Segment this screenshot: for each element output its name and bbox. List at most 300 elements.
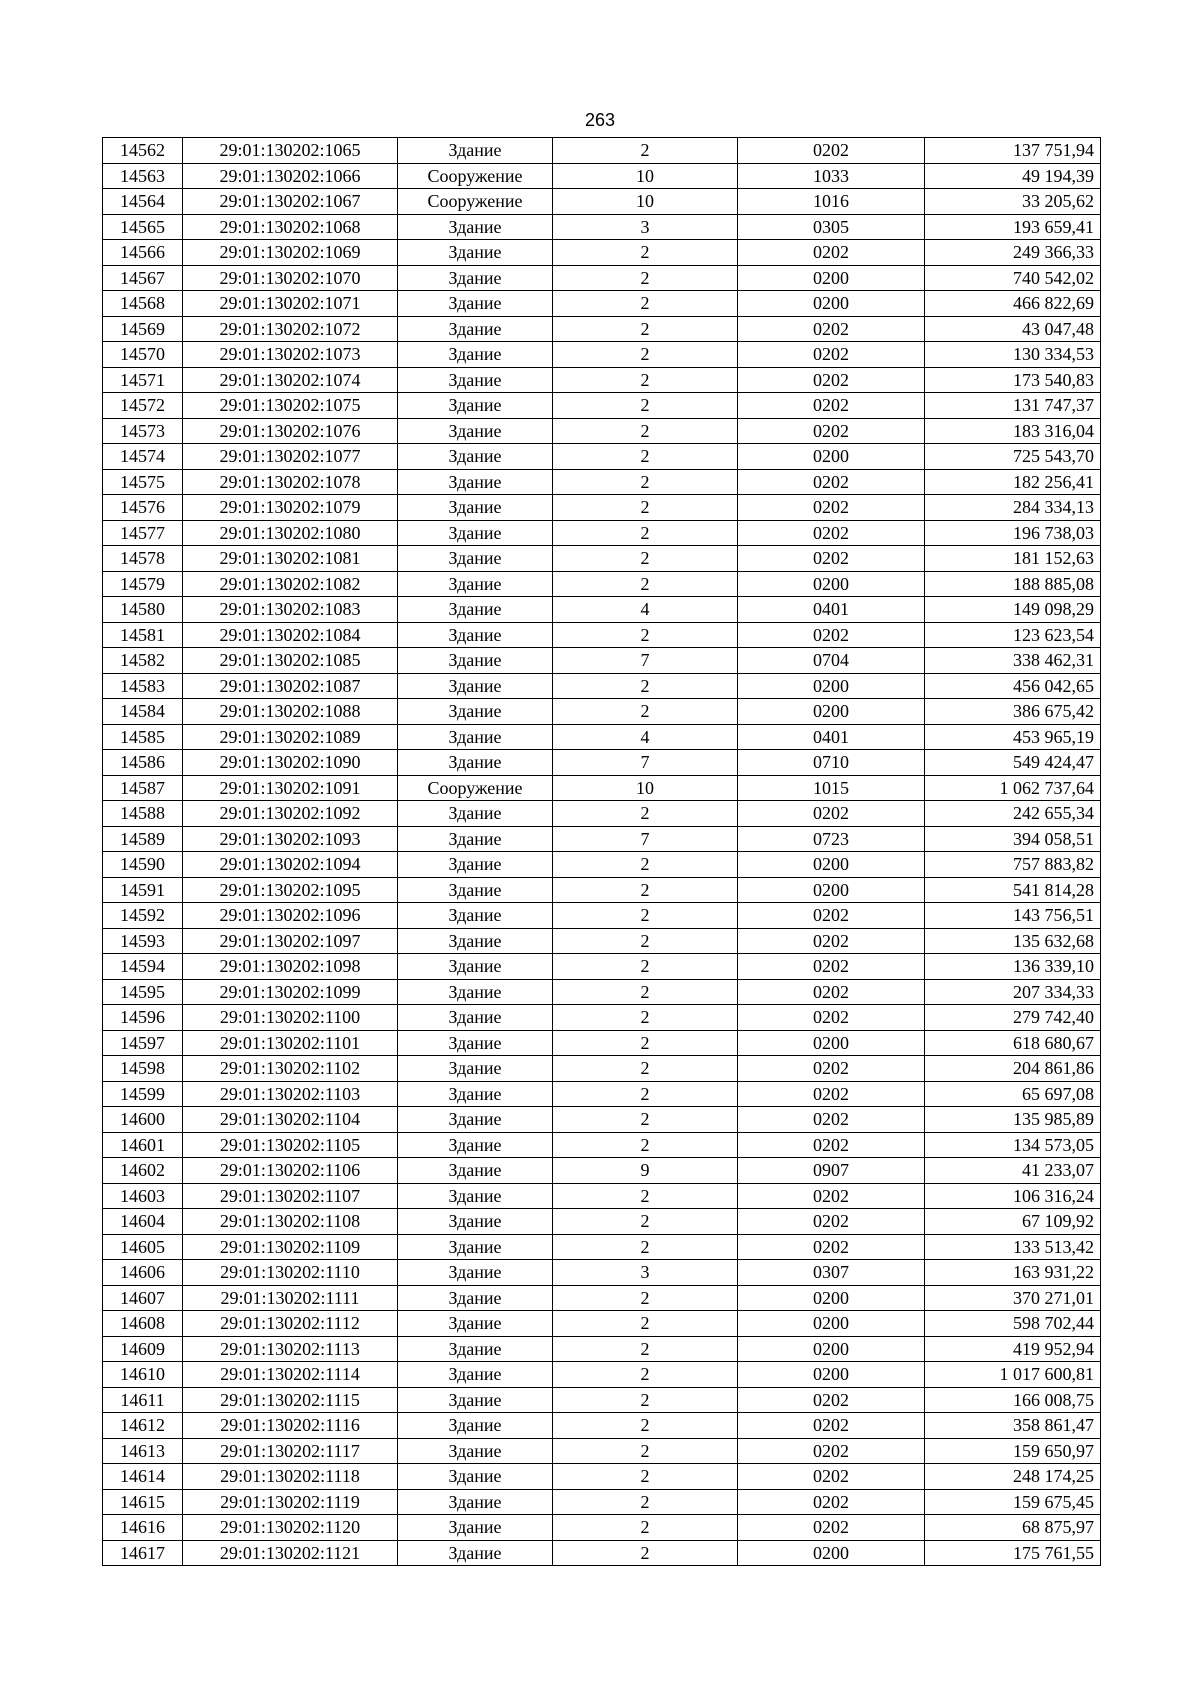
- group-cell: 2: [553, 928, 738, 954]
- subgroup-code-cell: 1016: [738, 189, 925, 215]
- subgroup-code-cell: 0202: [738, 367, 925, 393]
- subgroup-code-cell: 0305: [738, 214, 925, 240]
- cadastral-value-cell: 248 174,25: [925, 1464, 1101, 1490]
- cadastral-value-cell: 123 623,54: [925, 622, 1101, 648]
- cadastral-value-cell: 453 965,19: [925, 724, 1101, 750]
- object-type-cell: Здание: [398, 928, 553, 954]
- group-cell: 2: [553, 1413, 738, 1439]
- group-cell: 2: [553, 954, 738, 980]
- group-cell: 2: [553, 1438, 738, 1464]
- cadastral-number-cell: 29:01:130202:1083: [183, 597, 398, 623]
- subgroup-code-cell: 0202: [738, 1387, 925, 1413]
- object-type-cell: Здание: [398, 1158, 553, 1184]
- row-number-cell: 14572: [103, 393, 183, 419]
- cadastral-value-cell: 135 985,89: [925, 1107, 1101, 1133]
- subgroup-code-cell: 0202: [738, 979, 925, 1005]
- cadastral-value-cell: 106 316,24: [925, 1183, 1101, 1209]
- object-type-cell: Здание: [398, 444, 553, 470]
- group-cell: 2: [553, 1056, 738, 1082]
- table-row: [103, 1056, 1101, 1082]
- table-row: [103, 801, 1101, 827]
- subgroup-code-cell: 0202: [738, 1107, 925, 1133]
- subgroup-code-cell: 0202: [738, 546, 925, 572]
- row-number-cell: 14597: [103, 1030, 183, 1056]
- subgroup-code-cell: 0202: [738, 495, 925, 521]
- object-type-cell: Здание: [398, 1489, 553, 1515]
- table-body: [103, 138, 1101, 1566]
- table-row: [103, 546, 1101, 572]
- object-type-cell: Здание: [398, 1234, 553, 1260]
- row-number-cell: 14613: [103, 1438, 183, 1464]
- subgroup-code-cell: 0200: [738, 673, 925, 699]
- row-number-cell: 14578: [103, 546, 183, 572]
- group-cell: 2: [553, 520, 738, 546]
- cadastral-number-cell: 29:01:130202:1073: [183, 342, 398, 368]
- cadastral-number-cell: 29:01:130202:1096: [183, 903, 398, 929]
- table-row: [103, 877, 1101, 903]
- object-type-cell: Здание: [398, 520, 553, 546]
- cadastral-number-cell: 29:01:130202:1107: [183, 1183, 398, 1209]
- cadastral-number-cell: 29:01:130202:1093: [183, 826, 398, 852]
- cadastral-value-cell: 358 861,47: [925, 1413, 1101, 1439]
- row-number-cell: 14583: [103, 673, 183, 699]
- table-row: [103, 444, 1101, 470]
- subgroup-code-cell: 0202: [738, 342, 925, 368]
- group-cell: 2: [553, 622, 738, 648]
- object-type-cell: Здание: [398, 240, 553, 266]
- row-number-cell: 14603: [103, 1183, 183, 1209]
- cadastral-number-cell: 29:01:130202:1090: [183, 750, 398, 776]
- row-number-cell: 14614: [103, 1464, 183, 1490]
- group-cell: 2: [553, 1362, 738, 1388]
- object-type-cell: Сооружение: [398, 189, 553, 215]
- row-number-cell: 14580: [103, 597, 183, 623]
- cadastral-number-cell: 29:01:130202:1117: [183, 1438, 398, 1464]
- row-number-cell: 14609: [103, 1336, 183, 1362]
- cadastral-number-cell: 29:01:130202:1106: [183, 1158, 398, 1184]
- group-cell: 2: [553, 546, 738, 572]
- cadastral-value-cell: 67 109,92: [925, 1209, 1101, 1235]
- group-cell: 2: [553, 1132, 738, 1158]
- subgroup-code-cell: 0200: [738, 1540, 925, 1566]
- row-number-cell: 14562: [103, 138, 183, 164]
- row-number-cell: 14600: [103, 1107, 183, 1133]
- table-row: [103, 393, 1101, 419]
- subgroup-code-cell: 0202: [738, 1234, 925, 1260]
- subgroup-code-cell: 0202: [738, 801, 925, 827]
- cadastral-value-cell: 41 233,07: [925, 1158, 1101, 1184]
- table-row: [103, 367, 1101, 393]
- table-row: [103, 673, 1101, 699]
- group-cell: 2: [553, 1489, 738, 1515]
- object-type-cell: Здание: [398, 418, 553, 444]
- table-row: [103, 1285, 1101, 1311]
- cadastral-value-cell: 541 814,28: [925, 877, 1101, 903]
- group-cell: 2: [553, 1234, 738, 1260]
- object-type-cell: Здание: [398, 393, 553, 419]
- object-type-cell: Здание: [398, 265, 553, 291]
- cadastral-number-cell: 29:01:130202:1070: [183, 265, 398, 291]
- subgroup-code-cell: 0907: [738, 1158, 925, 1184]
- subgroup-code-cell: 0202: [738, 418, 925, 444]
- group-cell: 7: [553, 648, 738, 674]
- cadastral-number-cell: 29:01:130202:1079: [183, 495, 398, 521]
- subgroup-code-cell: 0200: [738, 265, 925, 291]
- group-cell: 2: [553, 1285, 738, 1311]
- row-number-cell: 14590: [103, 852, 183, 878]
- group-cell: 2: [553, 265, 738, 291]
- row-number-cell: 14612: [103, 1413, 183, 1439]
- group-cell: 2: [553, 367, 738, 393]
- cadastral-number-cell: 29:01:130202:1077: [183, 444, 398, 470]
- row-number-cell: 14571: [103, 367, 183, 393]
- cadastral-value-cell: 284 334,13: [925, 495, 1101, 521]
- cadastral-number-cell: 29:01:130202:1115: [183, 1387, 398, 1413]
- row-number-cell: 14568: [103, 291, 183, 317]
- group-cell: 2: [553, 877, 738, 903]
- subgroup-code-cell: 0202: [738, 520, 925, 546]
- cadastral-value-cell: 740 542,02: [925, 265, 1101, 291]
- cadastral-value-cell: 1 017 600,81: [925, 1362, 1101, 1388]
- cadastral-number-cell: 29:01:130202:1112: [183, 1311, 398, 1337]
- subgroup-code-cell: 0307: [738, 1260, 925, 1286]
- object-type-cell: Здание: [398, 1413, 553, 1439]
- cadastral-value-cell: 137 751,94: [925, 138, 1101, 164]
- row-number-cell: 14602: [103, 1158, 183, 1184]
- table-row: [103, 1311, 1101, 1337]
- cadastral-value-cell: 183 316,04: [925, 418, 1101, 444]
- cadastral-value-cell: 65 697,08: [925, 1081, 1101, 1107]
- cadastral-number-cell: 29:01:130202:1065: [183, 138, 398, 164]
- subgroup-code-cell: 0202: [738, 240, 925, 266]
- cadastral-value-cell: 386 675,42: [925, 699, 1101, 725]
- row-number-cell: 14573: [103, 418, 183, 444]
- group-cell: 2: [553, 291, 738, 317]
- table-row: [103, 1234, 1101, 1260]
- cadastral-number-cell: 29:01:130202:1081: [183, 546, 398, 572]
- row-number-cell: 14582: [103, 648, 183, 674]
- row-number-cell: 14591: [103, 877, 183, 903]
- table-row: [103, 138, 1101, 164]
- row-number-cell: 14610: [103, 1362, 183, 1388]
- cadastral-value-table: [102, 137, 1101, 1566]
- cadastral-value-cell: 181 152,63: [925, 546, 1101, 572]
- table-row: [103, 1387, 1101, 1413]
- cadastral-number-cell: 29:01:130202:1101: [183, 1030, 398, 1056]
- row-number-cell: 14596: [103, 1005, 183, 1031]
- row-number-cell: 14617: [103, 1540, 183, 1566]
- object-type-cell: Здание: [398, 571, 553, 597]
- row-number-cell: 14608: [103, 1311, 183, 1337]
- table-row: [103, 240, 1101, 266]
- row-number-cell: 14584: [103, 699, 183, 725]
- object-type-cell: Здание: [398, 1005, 553, 1031]
- group-cell: 2: [553, 1464, 738, 1490]
- row-number-cell: 14586: [103, 750, 183, 776]
- cadastral-value-cell: 166 008,75: [925, 1387, 1101, 1413]
- row-number-cell: 14576: [103, 495, 183, 521]
- cadastral-value-cell: 466 822,69: [925, 291, 1101, 317]
- cadastral-number-cell: 29:01:130202:1094: [183, 852, 398, 878]
- group-cell: 2: [553, 444, 738, 470]
- row-number-cell: 14587: [103, 775, 183, 801]
- cadastral-value-cell: 163 931,22: [925, 1260, 1101, 1286]
- subgroup-code-cell: 0202: [738, 903, 925, 929]
- cadastral-number-cell: 29:01:130202:1120: [183, 1515, 398, 1541]
- row-number-cell: 14606: [103, 1260, 183, 1286]
- object-type-cell: Здание: [398, 954, 553, 980]
- group-cell: 2: [553, 393, 738, 419]
- group-cell: 10: [553, 189, 738, 215]
- subgroup-code-cell: 0202: [738, 622, 925, 648]
- cadastral-value-cell: 159 650,97: [925, 1438, 1101, 1464]
- group-cell: 3: [553, 214, 738, 240]
- cadastral-value-cell: 175 761,55: [925, 1540, 1101, 1566]
- object-type-cell: Здание: [398, 367, 553, 393]
- cadastral-number-cell: 29:01:130202:1095: [183, 877, 398, 903]
- cadastral-value-cell: 1 062 737,64: [925, 775, 1101, 801]
- cadastral-value-cell: 249 366,33: [925, 240, 1101, 266]
- group-cell: 2: [553, 1107, 738, 1133]
- page-number: 263: [584, 110, 616, 130]
- cadastral-value-cell: 757 883,82: [925, 852, 1101, 878]
- cadastral-value-cell: 370 271,01: [925, 1285, 1101, 1311]
- table-row: [103, 189, 1101, 215]
- table-row: [103, 1540, 1101, 1566]
- object-type-cell: Здание: [398, 1362, 553, 1388]
- subgroup-code-cell: 0202: [738, 393, 925, 419]
- object-type-cell: Здание: [398, 699, 553, 725]
- row-number-cell: 14601: [103, 1132, 183, 1158]
- cadastral-number-cell: 29:01:130202:1109: [183, 1234, 398, 1260]
- group-cell: 2: [553, 1311, 738, 1337]
- cadastral-number-cell: 29:01:130202:1111: [183, 1285, 398, 1311]
- object-type-cell: Здание: [398, 826, 553, 852]
- cadastral-value-cell: 188 885,08: [925, 571, 1101, 597]
- table-row: [103, 1158, 1101, 1184]
- subgroup-code-cell: 0200: [738, 1362, 925, 1388]
- object-type-cell: Здание: [398, 877, 553, 903]
- row-number-cell: 14589: [103, 826, 183, 852]
- cadastral-number-cell: 29:01:130202:1092: [183, 801, 398, 827]
- group-cell: 2: [553, 1387, 738, 1413]
- group-cell: 7: [553, 750, 738, 776]
- cadastral-number-cell: 29:01:130202:1089: [183, 724, 398, 750]
- cadastral-number-cell: 29:01:130202:1103: [183, 1081, 398, 1107]
- object-type-cell: Здание: [398, 1540, 553, 1566]
- object-type-cell: Здание: [398, 1183, 553, 1209]
- cadastral-value-cell: 182 256,41: [925, 469, 1101, 495]
- subgroup-code-cell: 0202: [738, 954, 925, 980]
- table-row: [103, 724, 1101, 750]
- table-row: [103, 979, 1101, 1005]
- cadastral-number-cell: 29:01:130202:1119: [183, 1489, 398, 1515]
- subgroup-code-cell: 0401: [738, 724, 925, 750]
- group-cell: 10: [553, 775, 738, 801]
- row-number-cell: 14593: [103, 928, 183, 954]
- object-type-cell: Здание: [398, 342, 553, 368]
- subgroup-code-cell: 0723: [738, 826, 925, 852]
- cadastral-number-cell: 29:01:130202:1075: [183, 393, 398, 419]
- object-type-cell: Здание: [398, 138, 553, 164]
- cadastral-number-cell: 29:01:130202:1076: [183, 418, 398, 444]
- object-type-cell: Здание: [398, 597, 553, 623]
- cadastral-value-cell: 196 738,03: [925, 520, 1101, 546]
- row-number-cell: 14598: [103, 1056, 183, 1082]
- object-type-cell: Здание: [398, 750, 553, 776]
- subgroup-code-cell: 0202: [738, 1183, 925, 1209]
- group-cell: 2: [553, 1515, 738, 1541]
- cadastral-value-cell: 338 462,31: [925, 648, 1101, 674]
- cadastral-number-cell: 29:01:130202:1113: [183, 1336, 398, 1362]
- subgroup-code-cell: 0401: [738, 597, 925, 623]
- table-row: [103, 852, 1101, 878]
- cadastral-value-cell: 133 513,42: [925, 1234, 1101, 1260]
- object-type-cell: Здание: [398, 673, 553, 699]
- object-type-cell: Сооружение: [398, 775, 553, 801]
- row-number-cell: 14616: [103, 1515, 183, 1541]
- cadastral-number-cell: 29:01:130202:1066: [183, 163, 398, 189]
- table-row: [103, 775, 1101, 801]
- object-type-cell: Здание: [398, 1285, 553, 1311]
- subgroup-code-cell: 0202: [738, 1005, 925, 1031]
- cadastral-number-cell: 29:01:130202:1110: [183, 1260, 398, 1286]
- cadastral-number-cell: 29:01:130202:1067: [183, 189, 398, 215]
- table-row: [103, 520, 1101, 546]
- group-cell: 2: [553, 1005, 738, 1031]
- cadastral-value-cell: 598 702,44: [925, 1311, 1101, 1337]
- object-type-cell: Здание: [398, 1260, 553, 1286]
- cadastral-number-cell: 29:01:130202:1121: [183, 1540, 398, 1566]
- object-type-cell: Здание: [398, 1515, 553, 1541]
- cadastral-number-cell: 29:01:130202:1068: [183, 214, 398, 240]
- subgroup-code-cell: 0200: [738, 1311, 925, 1337]
- cadastral-number-cell: 29:01:130202:1104: [183, 1107, 398, 1133]
- table-row: [103, 469, 1101, 495]
- row-number-cell: 14566: [103, 240, 183, 266]
- object-type-cell: Здание: [398, 648, 553, 674]
- row-number-cell: 14604: [103, 1209, 183, 1235]
- subgroup-code-cell: 0202: [738, 316, 925, 342]
- row-number-cell: 14564: [103, 189, 183, 215]
- group-cell: 2: [553, 673, 738, 699]
- cadastral-number-cell: 29:01:130202:1078: [183, 469, 398, 495]
- cadastral-number-cell: 29:01:130202:1082: [183, 571, 398, 597]
- cadastral-number-cell: 29:01:130202:1072: [183, 316, 398, 342]
- row-number-cell: 14611: [103, 1387, 183, 1413]
- object-type-cell: Здание: [398, 214, 553, 240]
- subgroup-code-cell: 0200: [738, 1285, 925, 1311]
- table-row: [103, 597, 1101, 623]
- subgroup-code-cell: 0200: [738, 699, 925, 725]
- table-row: [103, 1183, 1101, 1209]
- cadastral-value-cell: 204 861,86: [925, 1056, 1101, 1082]
- cadastral-number-cell: 29:01:130202:1088: [183, 699, 398, 725]
- row-number-cell: 14574: [103, 444, 183, 470]
- group-cell: 2: [553, 1209, 738, 1235]
- cadastral-value-cell: 33 205,62: [925, 189, 1101, 215]
- group-cell: 10: [553, 163, 738, 189]
- group-cell: 2: [553, 571, 738, 597]
- cadastral-number-cell: 29:01:130202:1080: [183, 520, 398, 546]
- row-number-cell: 14594: [103, 954, 183, 980]
- group-cell: 2: [553, 1030, 738, 1056]
- cadastral-value-cell: 149 098,29: [925, 597, 1101, 623]
- subgroup-code-cell: 0704: [738, 648, 925, 674]
- table-row: [103, 418, 1101, 444]
- subgroup-code-cell: 0200: [738, 1336, 925, 1362]
- cadastral-value-cell: 68 875,97: [925, 1515, 1101, 1541]
- subgroup-code-cell: 0202: [738, 469, 925, 495]
- table-row: [103, 750, 1101, 776]
- object-type-cell: Здание: [398, 801, 553, 827]
- row-number-cell: 14567: [103, 265, 183, 291]
- row-number-cell: 14595: [103, 979, 183, 1005]
- cadastral-number-cell: 29:01:130202:1085: [183, 648, 398, 674]
- cadastral-number-cell: 29:01:130202:1091: [183, 775, 398, 801]
- subgroup-code-cell: 0202: [738, 1464, 925, 1490]
- group-cell: 2: [553, 1081, 738, 1107]
- table-row: [103, 1005, 1101, 1031]
- table-row: [103, 1413, 1101, 1439]
- table-row: [103, 1438, 1101, 1464]
- object-type-cell: Здание: [398, 1132, 553, 1158]
- subgroup-code-cell: 0200: [738, 291, 925, 317]
- group-cell: 2: [553, 699, 738, 725]
- cadastral-value-cell: 207 334,33: [925, 979, 1101, 1005]
- group-cell: 9: [553, 1158, 738, 1184]
- group-cell: 2: [553, 852, 738, 878]
- cadastral-number-cell: 29:01:130202:1069: [183, 240, 398, 266]
- object-type-cell: Здание: [398, 1311, 553, 1337]
- cadastral-value-cell: 173 540,83: [925, 367, 1101, 393]
- object-type-cell: Здание: [398, 495, 553, 521]
- row-number-cell: 14581: [103, 622, 183, 648]
- cadastral-number-cell: 29:01:130202:1114: [183, 1362, 398, 1388]
- subgroup-code-cell: 0200: [738, 444, 925, 470]
- subgroup-code-cell: 0202: [738, 1489, 925, 1515]
- table-row: [103, 699, 1101, 725]
- cadastral-value-cell: 49 194,39: [925, 163, 1101, 189]
- cadastral-value-cell: 136 339,10: [925, 954, 1101, 980]
- table-row: [103, 903, 1101, 929]
- row-number-cell: 14569: [103, 316, 183, 342]
- object-type-cell: Здание: [398, 1336, 553, 1362]
- object-type-cell: Здание: [398, 852, 553, 878]
- cadastral-value-cell: 242 655,34: [925, 801, 1101, 827]
- cadastral-value-cell: 134 573,05: [925, 1132, 1101, 1158]
- subgroup-code-cell: 0200: [738, 877, 925, 903]
- group-cell: 2: [553, 1540, 738, 1566]
- cadastral-value-cell: 193 659,41: [925, 214, 1101, 240]
- cadastral-number-cell: 29:01:130202:1097: [183, 928, 398, 954]
- subgroup-code-cell: 0202: [738, 1132, 925, 1158]
- group-cell: 2: [553, 138, 738, 164]
- table-row: [103, 316, 1101, 342]
- object-type-cell: Здание: [398, 622, 553, 648]
- cadastral-value-cell: 43 047,48: [925, 316, 1101, 342]
- table-row: [103, 1362, 1101, 1388]
- subgroup-code-cell: 0200: [738, 1030, 925, 1056]
- subgroup-code-cell: 0202: [738, 1209, 925, 1235]
- object-type-cell: Сооружение: [398, 163, 553, 189]
- row-number-cell: 14588: [103, 801, 183, 827]
- table-row: [103, 1081, 1101, 1107]
- group-cell: 2: [553, 469, 738, 495]
- table-row: [103, 622, 1101, 648]
- cadastral-number-cell: 29:01:130202:1118: [183, 1464, 398, 1490]
- subgroup-code-cell: 1015: [738, 775, 925, 801]
